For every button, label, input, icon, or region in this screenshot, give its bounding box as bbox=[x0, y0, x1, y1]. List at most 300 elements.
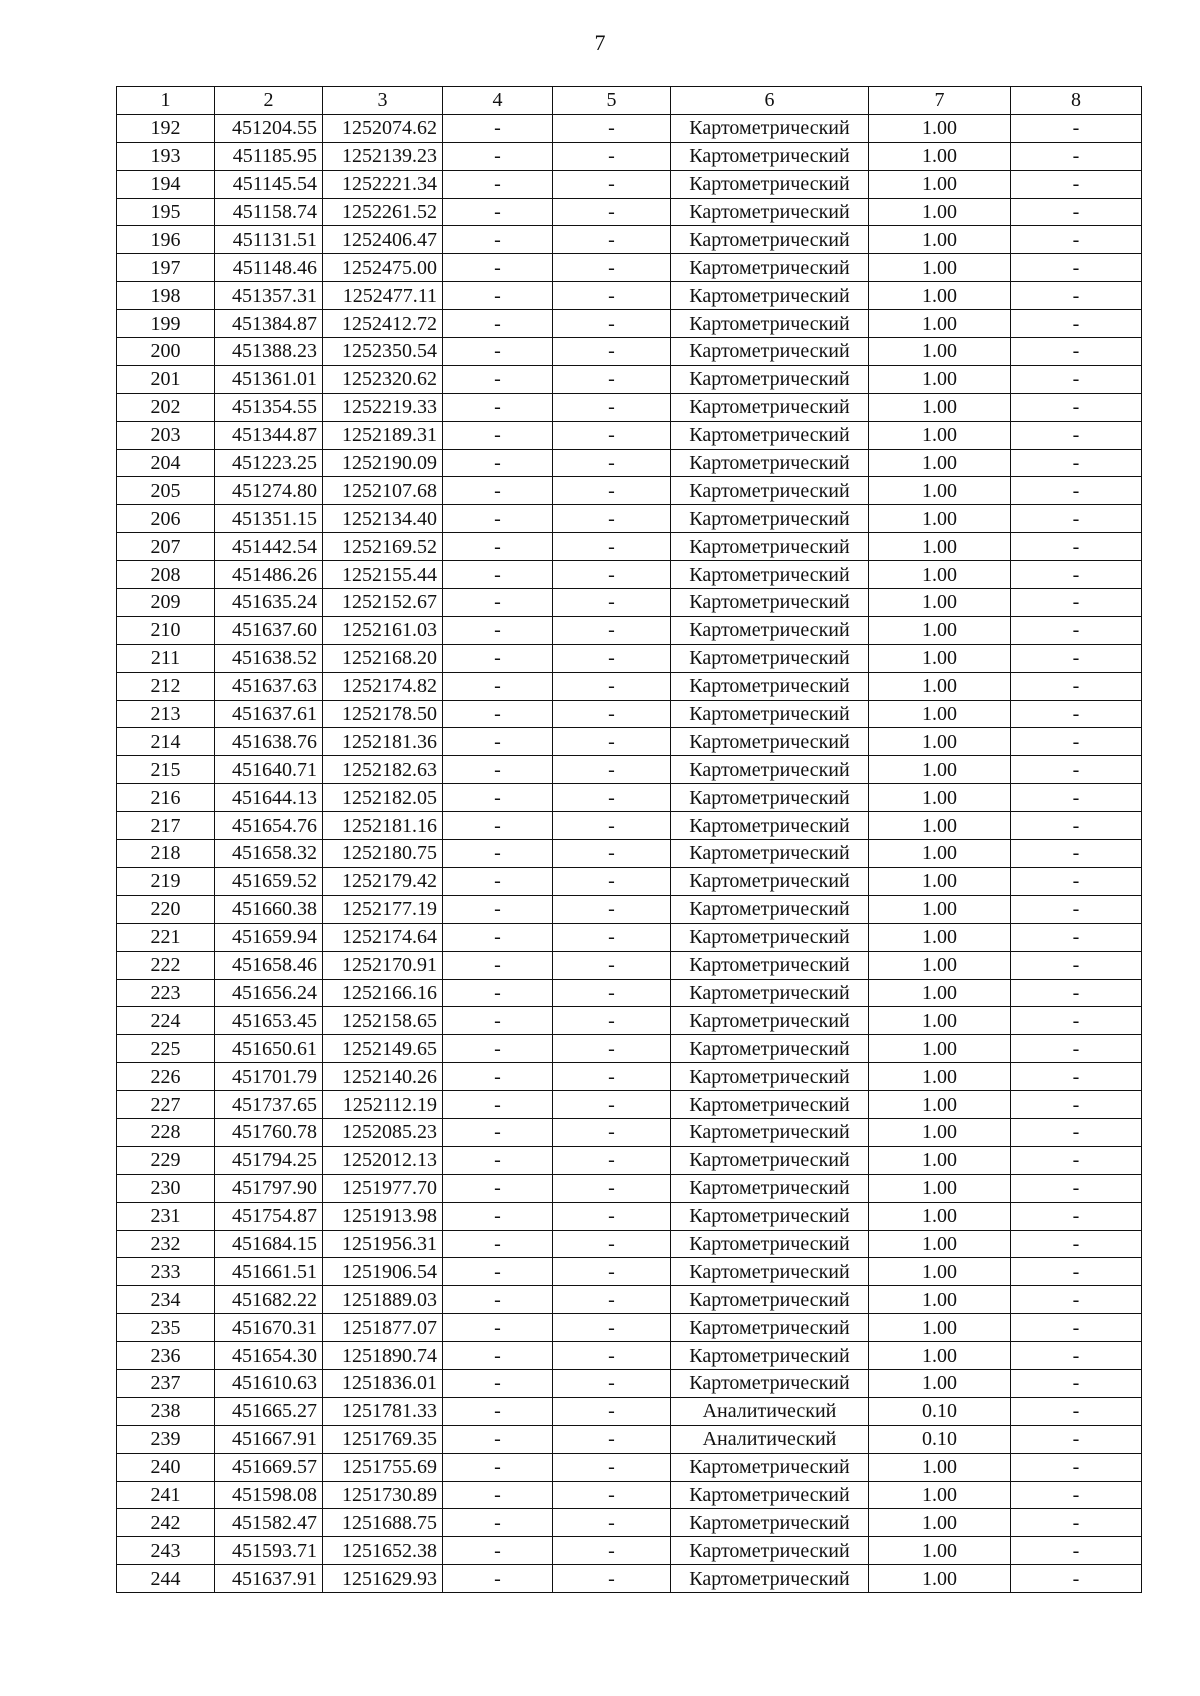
col5-cell: - bbox=[553, 198, 671, 226]
x-coordinate-cell: 451658.46 bbox=[215, 951, 323, 979]
point-number-cell: 199 bbox=[117, 310, 215, 338]
x-coordinate-cell: 451667.91 bbox=[215, 1425, 323, 1453]
accuracy-cell: 1.00 bbox=[869, 840, 1011, 868]
col4-cell: - bbox=[443, 979, 553, 1007]
header-cell: 6 bbox=[671, 87, 869, 115]
y-coordinate-cell: 1251652.38 bbox=[323, 1537, 443, 1565]
table-row bbox=[117, 1286, 1142, 1314]
col8-cell: - bbox=[1011, 421, 1142, 449]
x-coordinate-cell: 451701.79 bbox=[215, 1063, 323, 1091]
point-number-cell: 201 bbox=[117, 365, 215, 393]
col8-cell: - bbox=[1011, 840, 1142, 868]
y-coordinate-cell: 1251877.07 bbox=[323, 1314, 443, 1342]
col5-cell: - bbox=[553, 951, 671, 979]
col5-cell: - bbox=[553, 1230, 671, 1258]
col5-cell: - bbox=[553, 1286, 671, 1314]
table-row bbox=[117, 784, 1142, 812]
x-coordinate-cell: 451794.25 bbox=[215, 1146, 323, 1174]
col4-cell: - bbox=[443, 895, 553, 923]
method-cell: Картометрический bbox=[671, 1230, 869, 1258]
accuracy-cell: 1.00 bbox=[869, 923, 1011, 951]
y-coordinate-cell: 1252180.75 bbox=[323, 840, 443, 868]
table-row bbox=[117, 393, 1142, 421]
x-coordinate-cell: 451637.63 bbox=[215, 672, 323, 700]
accuracy-cell: 1.00 bbox=[869, 756, 1011, 784]
point-number-cell: 243 bbox=[117, 1537, 215, 1565]
table-row bbox=[117, 923, 1142, 951]
table-row bbox=[117, 812, 1142, 840]
table-row bbox=[117, 198, 1142, 226]
point-number-cell: 220 bbox=[117, 895, 215, 923]
x-coordinate-cell: 451635.24 bbox=[215, 589, 323, 617]
col5-cell: - bbox=[553, 226, 671, 254]
col5-cell: - bbox=[553, 616, 671, 644]
method-cell: Картометрический bbox=[671, 1481, 869, 1509]
x-coordinate-cell: 451660.38 bbox=[215, 895, 323, 923]
y-coordinate-cell: 1252158.65 bbox=[323, 1007, 443, 1035]
col4-cell: - bbox=[443, 338, 553, 366]
method-cell: Картометрический bbox=[671, 756, 869, 784]
method-cell: Картометрический bbox=[671, 867, 869, 895]
col8-cell: - bbox=[1011, 923, 1142, 951]
col8-cell: - bbox=[1011, 1035, 1142, 1063]
header-cell: 2 bbox=[215, 87, 323, 115]
col8-cell: - bbox=[1011, 1481, 1142, 1509]
col5-cell: - bbox=[553, 1314, 671, 1342]
method-cell: Картометрический bbox=[671, 198, 869, 226]
col5-cell: - bbox=[553, 895, 671, 923]
x-coordinate-cell: 451670.31 bbox=[215, 1314, 323, 1342]
y-coordinate-cell: 1252221.34 bbox=[323, 170, 443, 198]
table-row bbox=[117, 226, 1142, 254]
accuracy-cell: 1.00 bbox=[869, 254, 1011, 282]
y-coordinate-cell: 1252085.23 bbox=[323, 1118, 443, 1146]
accuracy-cell: 1.00 bbox=[869, 282, 1011, 310]
point-number-cell: 222 bbox=[117, 951, 215, 979]
accuracy-cell: 1.00 bbox=[869, 1369, 1011, 1397]
y-coordinate-cell: 1252149.65 bbox=[323, 1035, 443, 1063]
accuracy-cell: 1.00 bbox=[869, 449, 1011, 477]
accuracy-cell: 1.00 bbox=[869, 784, 1011, 812]
table-row bbox=[117, 477, 1142, 505]
table-row bbox=[117, 895, 1142, 923]
method-cell: Аналитический bbox=[671, 1425, 869, 1453]
table-row bbox=[117, 616, 1142, 644]
col4-cell: - bbox=[443, 728, 553, 756]
accuracy-cell: 1.00 bbox=[869, 477, 1011, 505]
x-coordinate-cell: 451659.52 bbox=[215, 867, 323, 895]
col4-cell: - bbox=[443, 840, 553, 868]
x-coordinate-cell: 451638.76 bbox=[215, 728, 323, 756]
accuracy-cell: 1.00 bbox=[869, 1146, 1011, 1174]
y-coordinate-cell: 1252139.23 bbox=[323, 142, 443, 170]
col8-cell: - bbox=[1011, 1369, 1142, 1397]
method-cell: Картометрический bbox=[671, 533, 869, 561]
col5-cell: - bbox=[553, 1063, 671, 1091]
point-number-cell: 218 bbox=[117, 840, 215, 868]
method-cell: Картометрический bbox=[671, 728, 869, 756]
point-number-cell: 207 bbox=[117, 533, 215, 561]
x-coordinate-cell: 451357.31 bbox=[215, 282, 323, 310]
table-row bbox=[117, 338, 1142, 366]
accuracy-cell: 1.00 bbox=[869, 1565, 1011, 1593]
y-coordinate-cell: 1252134.40 bbox=[323, 505, 443, 533]
method-cell: Картометрический bbox=[671, 1007, 869, 1035]
col4-cell: - bbox=[443, 310, 553, 338]
method-cell: Картометрический bbox=[671, 979, 869, 1007]
method-cell: Картометрический bbox=[671, 616, 869, 644]
point-number-cell: 235 bbox=[117, 1314, 215, 1342]
y-coordinate-cell: 1252179.42 bbox=[323, 867, 443, 895]
accuracy-cell: 1.00 bbox=[869, 198, 1011, 226]
method-cell: Картометрический bbox=[671, 812, 869, 840]
col4-cell: - bbox=[443, 867, 553, 895]
accuracy-cell: 1.00 bbox=[869, 589, 1011, 617]
y-coordinate-cell: 1252107.68 bbox=[323, 477, 443, 505]
point-number-cell: 210 bbox=[117, 616, 215, 644]
point-number-cell: 192 bbox=[117, 114, 215, 142]
method-cell: Картометрический bbox=[671, 393, 869, 421]
col8-cell: - bbox=[1011, 477, 1142, 505]
col4-cell: - bbox=[443, 226, 553, 254]
col5-cell: - bbox=[553, 784, 671, 812]
col8-cell: - bbox=[1011, 951, 1142, 979]
table-row bbox=[117, 505, 1142, 533]
table-row bbox=[117, 700, 1142, 728]
table-row bbox=[117, 365, 1142, 393]
table-row bbox=[117, 449, 1142, 477]
method-cell: Картометрический bbox=[671, 1202, 869, 1230]
col5-cell: - bbox=[553, 644, 671, 672]
table-row bbox=[117, 421, 1142, 449]
y-coordinate-cell: 1252169.52 bbox=[323, 533, 443, 561]
accuracy-cell: 1.00 bbox=[869, 1481, 1011, 1509]
point-number-cell: 216 bbox=[117, 784, 215, 812]
point-number-cell: 225 bbox=[117, 1035, 215, 1063]
method-cell: Картометрический bbox=[671, 923, 869, 951]
table-row bbox=[117, 840, 1142, 868]
col5-cell: - bbox=[553, 840, 671, 868]
table-row bbox=[117, 1007, 1142, 1035]
y-coordinate-cell: 1251730.89 bbox=[323, 1481, 443, 1509]
y-coordinate-cell: 1252190.09 bbox=[323, 449, 443, 477]
col8-cell: - bbox=[1011, 505, 1142, 533]
table-row bbox=[117, 1202, 1142, 1230]
x-coordinate-cell: 451644.13 bbox=[215, 784, 323, 812]
col8-cell: - bbox=[1011, 1286, 1142, 1314]
col8-cell: - bbox=[1011, 728, 1142, 756]
col4-cell: - bbox=[443, 812, 553, 840]
x-coordinate-cell: 451658.32 bbox=[215, 840, 323, 868]
col8-cell: - bbox=[1011, 1202, 1142, 1230]
table-row bbox=[117, 979, 1142, 1007]
col4-cell: - bbox=[443, 644, 553, 672]
x-coordinate-cell: 451654.30 bbox=[215, 1342, 323, 1370]
x-coordinate-cell: 451131.51 bbox=[215, 226, 323, 254]
col4-cell: - bbox=[443, 756, 553, 784]
method-cell: Картометрический bbox=[671, 1258, 869, 1286]
method-cell: Картометрический bbox=[671, 1342, 869, 1370]
col4-cell: - bbox=[443, 114, 553, 142]
col5-cell: - bbox=[553, 923, 671, 951]
col8-cell: - bbox=[1011, 867, 1142, 895]
table-row bbox=[117, 1146, 1142, 1174]
point-number-cell: 203 bbox=[117, 421, 215, 449]
table-row bbox=[117, 282, 1142, 310]
x-coordinate-cell: 451158.74 bbox=[215, 198, 323, 226]
point-number-cell: 217 bbox=[117, 812, 215, 840]
point-number-cell: 231 bbox=[117, 1202, 215, 1230]
col5-cell: - bbox=[553, 365, 671, 393]
col5-cell: - bbox=[553, 1425, 671, 1453]
y-coordinate-cell: 1252182.05 bbox=[323, 784, 443, 812]
point-number-cell: 232 bbox=[117, 1230, 215, 1258]
x-coordinate-cell: 451361.01 bbox=[215, 365, 323, 393]
col5-cell: - bbox=[553, 1369, 671, 1397]
col8-cell: - bbox=[1011, 365, 1142, 393]
col8-cell: - bbox=[1011, 282, 1142, 310]
table-row bbox=[117, 1174, 1142, 1202]
accuracy-cell: 1.00 bbox=[869, 979, 1011, 1007]
x-coordinate-cell: 451650.61 bbox=[215, 1035, 323, 1063]
col4-cell: - bbox=[443, 1509, 553, 1537]
col8-cell: - bbox=[1011, 393, 1142, 421]
table-row bbox=[117, 1230, 1142, 1258]
accuracy-cell: 0.10 bbox=[869, 1397, 1011, 1425]
y-coordinate-cell: 1252406.47 bbox=[323, 226, 443, 254]
col4-cell: - bbox=[443, 1202, 553, 1230]
col5-cell: - bbox=[553, 338, 671, 366]
y-coordinate-cell: 1252181.36 bbox=[323, 728, 443, 756]
accuracy-cell: 1.00 bbox=[869, 142, 1011, 170]
coordinates-table bbox=[116, 86, 1142, 1593]
x-coordinate-cell: 451760.78 bbox=[215, 1118, 323, 1146]
y-coordinate-cell: 1252477.11 bbox=[323, 282, 443, 310]
x-coordinate-cell: 451145.54 bbox=[215, 170, 323, 198]
col8-cell: - bbox=[1011, 700, 1142, 728]
col4-cell: - bbox=[443, 1174, 553, 1202]
y-coordinate-cell: 1251755.69 bbox=[323, 1453, 443, 1481]
x-coordinate-cell: 451682.22 bbox=[215, 1286, 323, 1314]
table-row bbox=[117, 142, 1142, 170]
accuracy-cell: 1.00 bbox=[869, 728, 1011, 756]
col4-cell: - bbox=[443, 1007, 553, 1035]
col5-cell: - bbox=[553, 1565, 671, 1593]
col8-cell: - bbox=[1011, 1063, 1142, 1091]
table-row bbox=[117, 644, 1142, 672]
table-row bbox=[117, 1258, 1142, 1286]
col4-cell: - bbox=[443, 254, 553, 282]
col8-cell: - bbox=[1011, 1258, 1142, 1286]
accuracy-cell: 1.00 bbox=[869, 812, 1011, 840]
col5-cell: - bbox=[553, 979, 671, 1007]
method-cell: Картометрический bbox=[671, 700, 869, 728]
x-coordinate-cell: 451754.87 bbox=[215, 1202, 323, 1230]
col8-cell: - bbox=[1011, 1342, 1142, 1370]
method-cell: Картометрический bbox=[671, 170, 869, 198]
x-coordinate-cell: 451797.90 bbox=[215, 1174, 323, 1202]
point-number-cell: 239 bbox=[117, 1425, 215, 1453]
table-row bbox=[117, 867, 1142, 895]
col5-cell: - bbox=[553, 1202, 671, 1230]
y-coordinate-cell: 1252155.44 bbox=[323, 561, 443, 589]
col8-cell: - bbox=[1011, 979, 1142, 1007]
point-number-cell: 196 bbox=[117, 226, 215, 254]
x-coordinate-cell: 451384.87 bbox=[215, 310, 323, 338]
table-row bbox=[117, 1509, 1142, 1537]
table-row bbox=[117, 170, 1142, 198]
x-coordinate-cell: 451442.54 bbox=[215, 533, 323, 561]
accuracy-cell: 1.00 bbox=[869, 1342, 1011, 1370]
x-coordinate-cell: 451656.24 bbox=[215, 979, 323, 1007]
col5-cell: - bbox=[553, 449, 671, 477]
method-cell: Картометрический bbox=[671, 1453, 869, 1481]
col4-cell: - bbox=[443, 477, 553, 505]
col8-cell: - bbox=[1011, 1425, 1142, 1453]
point-number-cell: 214 bbox=[117, 728, 215, 756]
x-coordinate-cell: 451274.80 bbox=[215, 477, 323, 505]
y-coordinate-cell: 1252177.19 bbox=[323, 895, 443, 923]
header-cell: 8 bbox=[1011, 87, 1142, 115]
col5-cell: - bbox=[553, 1537, 671, 1565]
col5-cell: - bbox=[553, 1035, 671, 1063]
col5-cell: - bbox=[553, 867, 671, 895]
col5-cell: - bbox=[553, 421, 671, 449]
point-number-cell: 229 bbox=[117, 1146, 215, 1174]
accuracy-cell: 1.00 bbox=[869, 170, 1011, 198]
x-coordinate-cell: 451665.27 bbox=[215, 1397, 323, 1425]
header-cell: 7 bbox=[869, 87, 1011, 115]
col4-cell: - bbox=[443, 393, 553, 421]
header-cell: 5 bbox=[553, 87, 671, 115]
col8-cell: - bbox=[1011, 672, 1142, 700]
col8-cell: - bbox=[1011, 616, 1142, 644]
col4-cell: - bbox=[443, 142, 553, 170]
y-coordinate-cell: 1252350.54 bbox=[323, 338, 443, 366]
method-cell: Картометрический bbox=[671, 561, 869, 589]
accuracy-cell: 1.00 bbox=[869, 1174, 1011, 1202]
table-row bbox=[117, 1453, 1142, 1481]
table-row bbox=[117, 533, 1142, 561]
method-cell: Картометрический bbox=[671, 365, 869, 393]
method-cell: Картометрический bbox=[671, 1565, 869, 1593]
table-row bbox=[117, 310, 1142, 338]
col8-cell: - bbox=[1011, 1146, 1142, 1174]
x-coordinate-cell: 451640.71 bbox=[215, 756, 323, 784]
table-row bbox=[117, 1118, 1142, 1146]
point-number-cell: 197 bbox=[117, 254, 215, 282]
method-cell: Картометрический bbox=[671, 1537, 869, 1565]
point-number-cell: 236 bbox=[117, 1342, 215, 1370]
accuracy-cell: 1.00 bbox=[869, 1258, 1011, 1286]
accuracy-cell: 1.00 bbox=[869, 365, 1011, 393]
method-cell: Картометрический bbox=[671, 1091, 869, 1119]
table-row bbox=[117, 1342, 1142, 1370]
col8-cell: - bbox=[1011, 226, 1142, 254]
col5-cell: - bbox=[553, 1258, 671, 1286]
y-coordinate-cell: 1252161.03 bbox=[323, 616, 443, 644]
table-body bbox=[117, 114, 1142, 1592]
col4-cell: - bbox=[443, 170, 553, 198]
table-row bbox=[117, 589, 1142, 617]
table-row bbox=[117, 254, 1142, 282]
method-cell: Картометрический bbox=[671, 1174, 869, 1202]
col5-cell: - bbox=[553, 254, 671, 282]
y-coordinate-cell: 1251781.33 bbox=[323, 1397, 443, 1425]
table-row bbox=[117, 1481, 1142, 1509]
point-number-cell: 233 bbox=[117, 1258, 215, 1286]
method-cell: Картометрический bbox=[671, 505, 869, 533]
x-coordinate-cell: 451388.23 bbox=[215, 338, 323, 366]
col8-cell: - bbox=[1011, 812, 1142, 840]
x-coordinate-cell: 451637.61 bbox=[215, 700, 323, 728]
table-row bbox=[117, 1091, 1142, 1119]
y-coordinate-cell: 1252174.64 bbox=[323, 923, 443, 951]
col5-cell: - bbox=[553, 672, 671, 700]
col8-cell: - bbox=[1011, 1537, 1142, 1565]
accuracy-cell: 1.00 bbox=[869, 951, 1011, 979]
col5-cell: - bbox=[553, 310, 671, 338]
col5-cell: - bbox=[553, 505, 671, 533]
table-row bbox=[117, 672, 1142, 700]
y-coordinate-cell: 1251836.01 bbox=[323, 1369, 443, 1397]
point-number-cell: 193 bbox=[117, 142, 215, 170]
point-number-cell: 204 bbox=[117, 449, 215, 477]
accuracy-cell: 1.00 bbox=[869, 1453, 1011, 1481]
accuracy-cell: 1.00 bbox=[869, 1091, 1011, 1119]
method-cell: Картометрический bbox=[671, 644, 869, 672]
accuracy-cell: 1.00 bbox=[869, 1509, 1011, 1537]
accuracy-cell: 1.00 bbox=[869, 226, 1011, 254]
method-cell: Картометрический bbox=[671, 1369, 869, 1397]
header-cell: 1 bbox=[117, 87, 215, 115]
point-number-cell: 234 bbox=[117, 1286, 215, 1314]
col5-cell: - bbox=[553, 1342, 671, 1370]
col5-cell: - bbox=[553, 561, 671, 589]
method-cell: Картометрический bbox=[671, 1063, 869, 1091]
method-cell: Картометрический bbox=[671, 784, 869, 812]
col4-cell: - bbox=[443, 784, 553, 812]
y-coordinate-cell: 1252475.00 bbox=[323, 254, 443, 282]
point-number-cell: 211 bbox=[117, 644, 215, 672]
y-coordinate-cell: 1252261.52 bbox=[323, 198, 443, 226]
col8-cell: - bbox=[1011, 784, 1142, 812]
col4-cell: - bbox=[443, 421, 553, 449]
col4-cell: - bbox=[443, 533, 553, 561]
x-coordinate-cell: 451637.60 bbox=[215, 616, 323, 644]
y-coordinate-cell: 1252140.26 bbox=[323, 1063, 443, 1091]
y-coordinate-cell: 1252152.67 bbox=[323, 589, 443, 617]
col4-cell: - bbox=[443, 1537, 553, 1565]
table-row bbox=[117, 1035, 1142, 1063]
col5-cell: - bbox=[553, 282, 671, 310]
col4-cell: - bbox=[443, 1146, 553, 1174]
accuracy-cell: 1.00 bbox=[869, 1118, 1011, 1146]
x-coordinate-cell: 451593.71 bbox=[215, 1537, 323, 1565]
point-number-cell: 242 bbox=[117, 1509, 215, 1537]
accuracy-cell: 1.00 bbox=[869, 393, 1011, 421]
col8-cell: - bbox=[1011, 533, 1142, 561]
table-row bbox=[117, 1369, 1142, 1397]
y-coordinate-cell: 1251769.35 bbox=[323, 1425, 443, 1453]
col5-cell: - bbox=[553, 393, 671, 421]
accuracy-cell: 1.00 bbox=[869, 1314, 1011, 1342]
table-row bbox=[117, 1063, 1142, 1091]
col4-cell: - bbox=[443, 1453, 553, 1481]
method-cell: Картометрический bbox=[671, 254, 869, 282]
col8-cell: - bbox=[1011, 449, 1142, 477]
x-coordinate-cell: 451582.47 bbox=[215, 1509, 323, 1537]
